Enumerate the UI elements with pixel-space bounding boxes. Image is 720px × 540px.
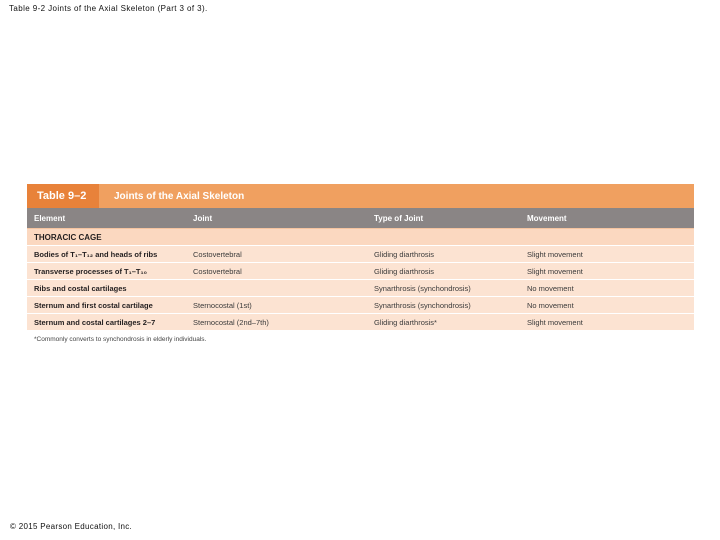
- section-row: [27, 228, 694, 245]
- table-row: [27, 296, 694, 313]
- cell-element: Sternum and first costal cartilage: [34, 301, 153, 310]
- joints-table: [27, 184, 694, 343]
- copyright-notice: © 2015 Pearson Education, Inc.: [10, 522, 133, 531]
- cell-type: Synarthrosis (synchondrosis): [374, 284, 471, 293]
- column-header-type: Type of Joint: [374, 214, 424, 223]
- cell-type: Gliding diarthrosis: [374, 267, 435, 276]
- cell-joint: Sternocostal (2nd–7th): [193, 318, 269, 327]
- cell-element: Ribs and costal cartilages: [34, 284, 127, 293]
- cell-joint: Costovertebral: [193, 250, 242, 259]
- cell-joint: Sternocostal (1st): [193, 301, 252, 310]
- cell-element: Bodies of T₁–T₁₂ and heads of ribs: [34, 250, 158, 259]
- column-header-element: Element: [34, 214, 66, 223]
- cell-movement: Slight movement: [527, 318, 583, 327]
- table-row: [27, 279, 694, 296]
- table-row: [27, 313, 694, 330]
- cell-type: Gliding diarthrosis: [374, 250, 435, 259]
- table-row: [27, 245, 694, 262]
- cell-element: Transverse processes of T₁–T₁₀: [34, 267, 147, 276]
- table-number: Table 9–2: [37, 190, 87, 202]
- table-footnote: *Commonly converts to synchondrosis in elderly individuals.: [34, 336, 207, 343]
- cell-movement: No movement: [527, 284, 574, 293]
- cell-joint: Costovertebral: [193, 267, 242, 276]
- cell-movement: Slight movement: [527, 250, 583, 259]
- section-label: THORACIC CAGE: [34, 233, 102, 242]
- table-number-tag: [27, 184, 99, 208]
- table-header: [27, 208, 694, 228]
- cell-type: Gliding diarthrosis*: [374, 318, 437, 327]
- cell-movement: Slight movement: [527, 267, 583, 276]
- cell-type: Synarthrosis (synchondrosis): [374, 301, 471, 310]
- slide-title: Table 9-2 Joints of the Axial Skeleton (Part 3 of 3).: [9, 4, 208, 13]
- cell-element: Sternum and costal cartilages 2–7: [34, 318, 156, 327]
- table-caption: Joints of the Axial Skeleton: [114, 191, 245, 202]
- column-header-movement: Movement: [527, 214, 567, 223]
- cell-movement: No movement: [527, 301, 574, 310]
- table-row: [27, 262, 694, 279]
- table-banner: [27, 184, 694, 208]
- column-header-joint: Joint: [193, 214, 213, 223]
